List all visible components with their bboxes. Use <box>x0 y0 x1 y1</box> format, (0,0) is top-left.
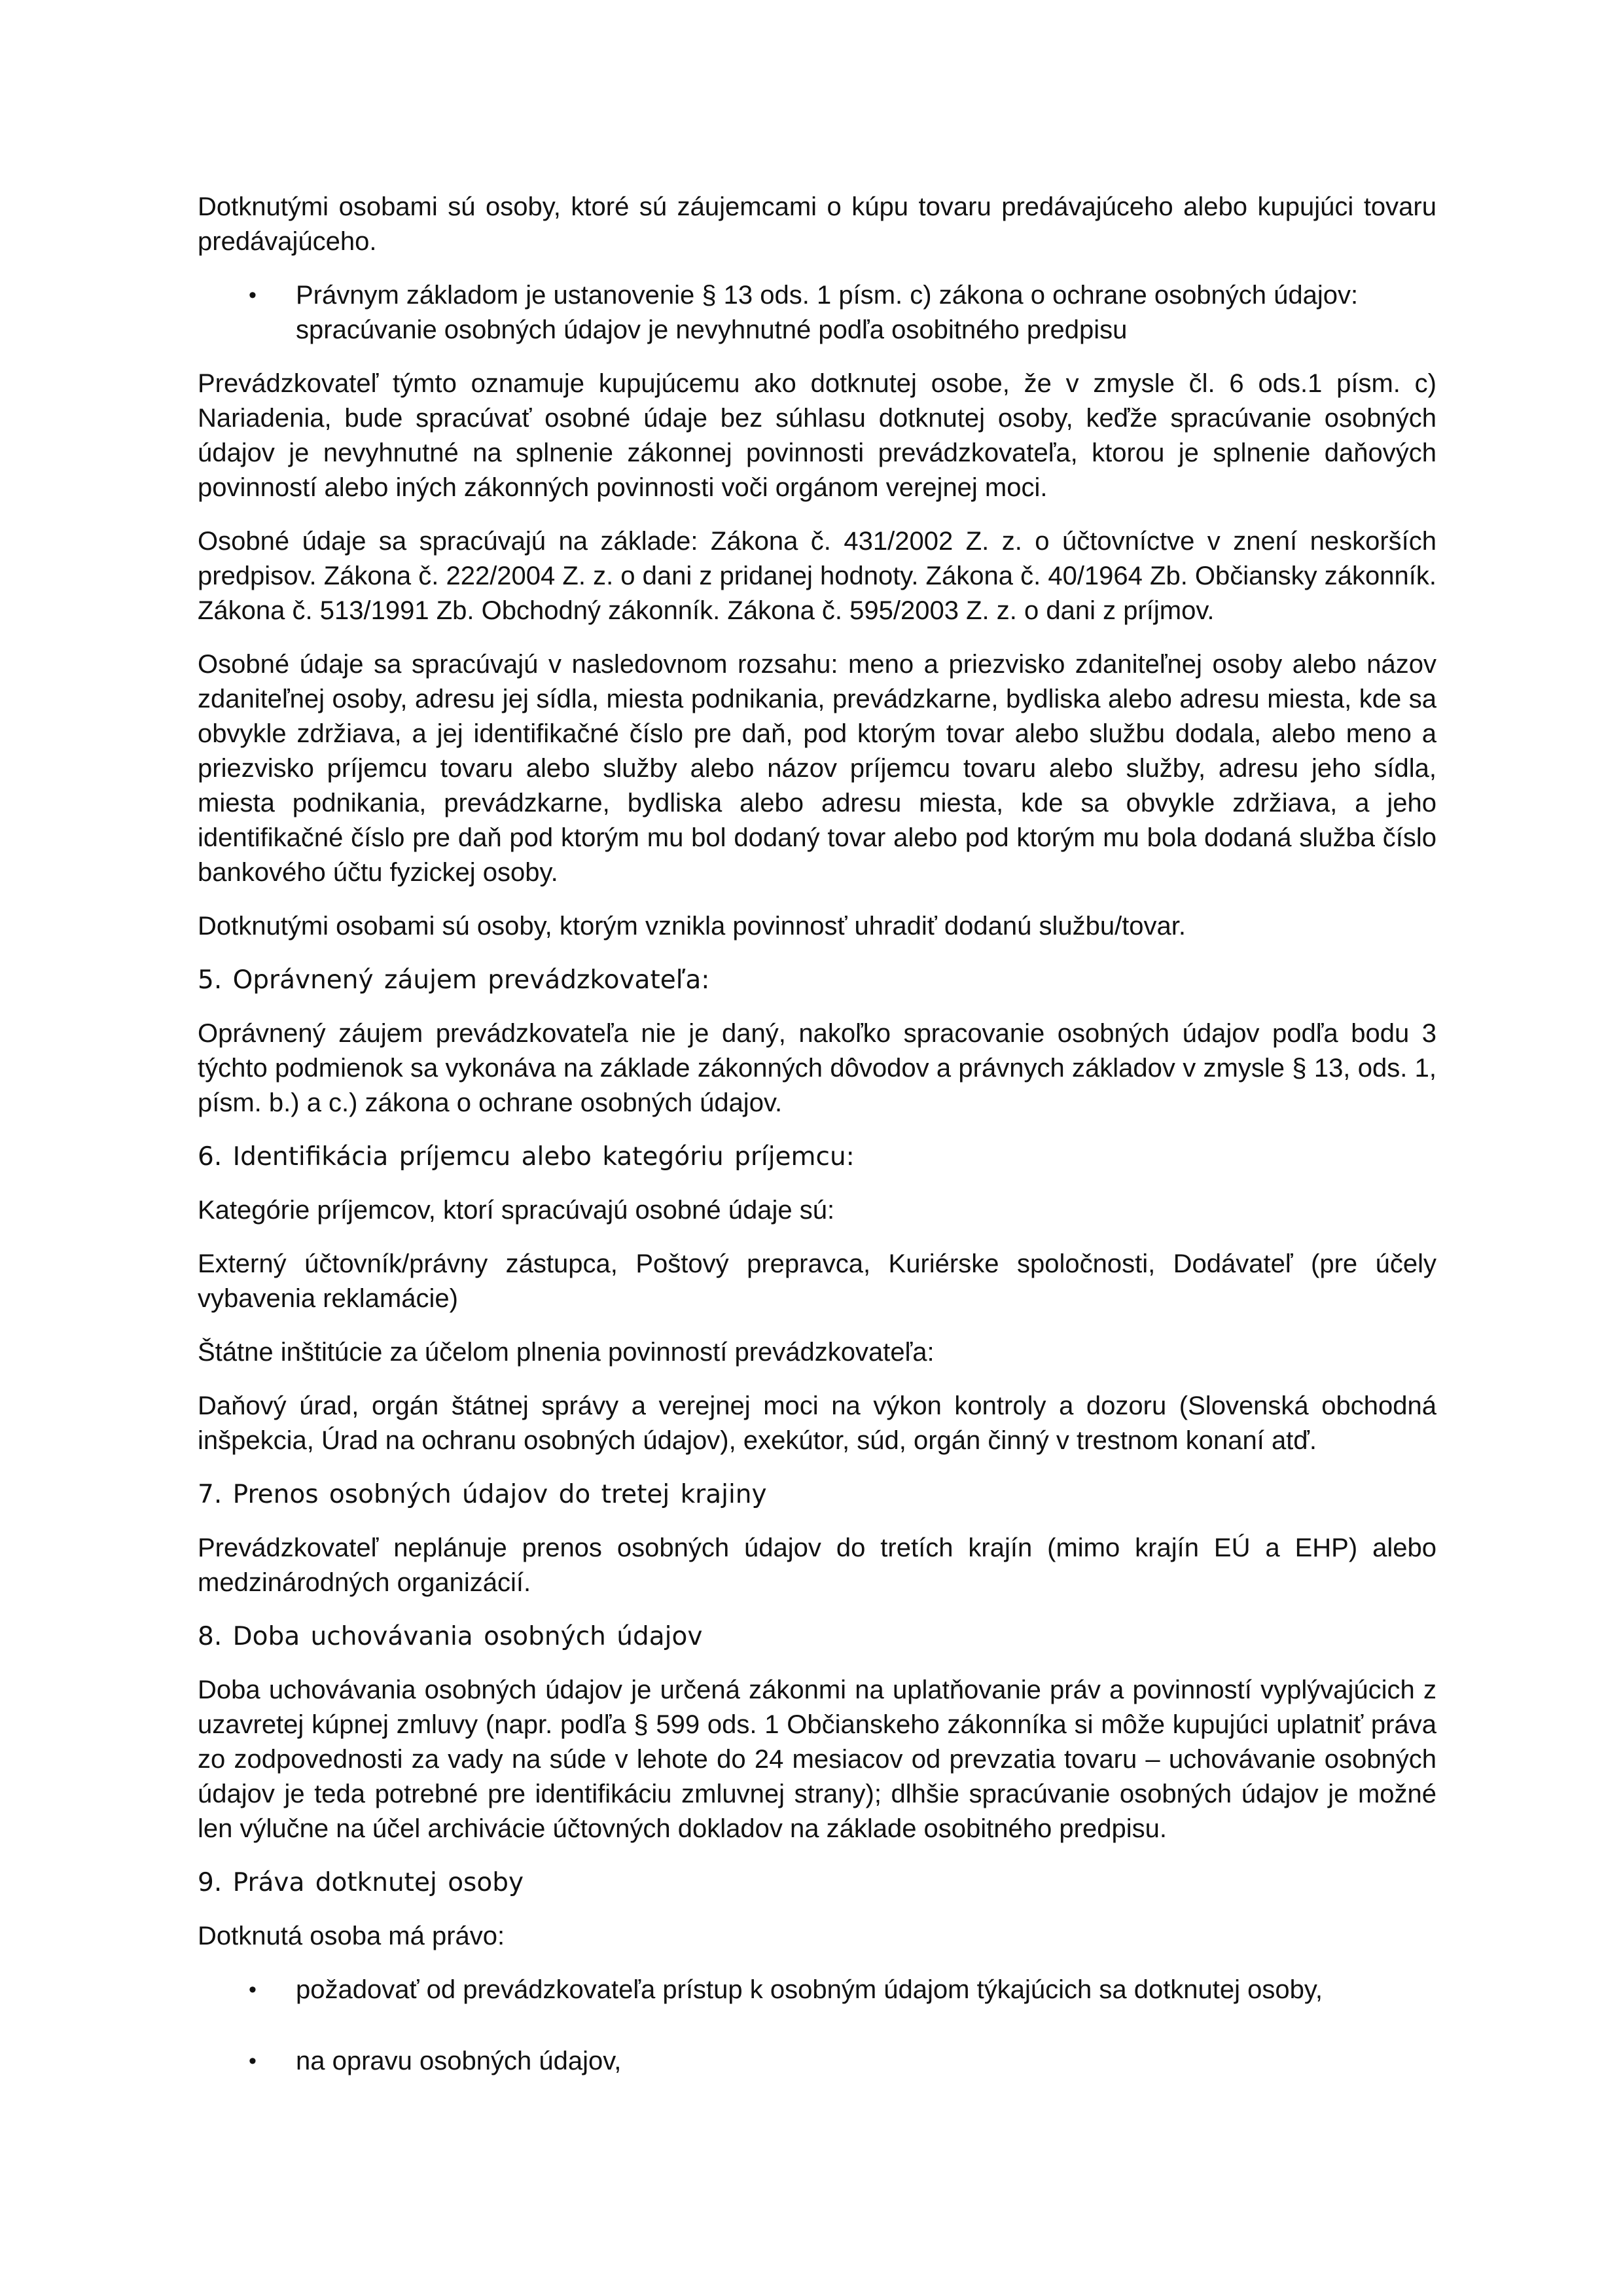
list-item <box>198 278 1436 348</box>
list-item <box>198 2044 1436 2079</box>
section-heading-data-subject-rights: 9. Práva dotknutej osoby <box>198 1868 524 1897</box>
list-item-text: Právnym základom je ustanovenie § 13 ods. 1 písm. c) zákona o ochrane osobných údajov: spracúvanie osobných údajov je nevyhnutné podľa osobitného predpisu <box>296 281 1359 344</box>
section-text-retention: Doba uchovávania osobných údajov je určená zákonmi na uplatňovanie práv a povinností vyplývajúcich z uzavretej kúpnej zmluvy (napr. podľa § 599 ods. 1 Občianskeho zákonníka si môže kupujúci uplatniť práva zo zodpovednosti za vady na súde v lehote do 24 mesiacov od prevzatia tovaru – uchovávanie osobných údajov je teda potrebné pre identifikáciu zmluvnej strany); dlhšie spracúvanie osobných údajov je možné len výlučne na účel archivácie účtovných dokladov na základe osobitného predpisu. <box>198 1676 1436 1843</box>
section-heading-third-country-transfer: 7. Prenos osobných údajov do tretej krajiny <box>198 1480 767 1509</box>
section-text-data-subject-rights: Dotknutá osoba má právo: <box>198 1922 505 1950</box>
paragraph-operator-notice: Prevádzkovateľ týmto oznamuje kupujúcemu ako dotknutej osobe, že v zmysle čl. 6 ods.1 písm. c) Nariadenia, bude spracúvať osobné údaje bez súhlasu dotknutej osoby, keďže spracúvanie osobných údajov je nevyhnutné na splnenie zákonnej povinnosti prevádzkovateľa, ktorou je splnenie daňových povinností alebo iných zákonných povinnosti voči orgánom verejnej moci. <box>198 369 1436 502</box>
paragraph-data-subjects-payers: Dotknutými osobami sú osoby, ktorým vznikla povinnosť uhradiť dodanú službu/tovar. <box>198 912 1186 941</box>
list-item-text: na opravu osobných údajov, <box>296 2047 622 2075</box>
bullet-icon: • <box>249 2049 257 2073</box>
section-heading-retention: 8. Doba uchovávania osobných údajov <box>198 1622 703 1651</box>
document-page <box>198 190 1436 2115</box>
section-text-legitimate-interest: Oprávnený záujem prevádzkovateľa nie je daný, nakoľko spracovanie osobných údajov podľa bodu 3 týchto podmienok sa vykonáva na základe zákonných dôvodov a právnych základov v zmysle § 13, ods. 1, písm. b.) a c.) zákona o ochrane osobných údajov. <box>198 1019 1436 1117</box>
section-heading-recipients: 6. Identifikácia príjemcu alebo kategóriu príjemcu: <box>198 1142 855 1172</box>
list-item-text: požadovať od prevádzkovateľa prístup k osobným údajom týkajúcich sa dotknutej osoby, <box>296 1975 1323 2004</box>
bullet-icon: • <box>249 283 257 308</box>
bullet-list-legal-basis <box>198 278 1436 348</box>
paragraph-data-subjects-buyers: Dotknutými osobami sú osoby, ktoré sú záujemcami o kúpu tovaru predávajúceho alebo kupujúci tovaru predávajúceho. <box>198 192 1436 256</box>
section-text-external-recipients: Externý účtovník/právny zástupca, Poštový prepravca, Kuriérske spoločnosti, Dodávateľ (pre účely vybavenia reklamácie) <box>198 1249 1436 1313</box>
section-text-recipient-categories: Kategórie príjemcov, ktorí spracúvajú osobné údaje sú: <box>198 1196 835 1225</box>
section-text-authorities: Daňový úrad, orgán štátnej správy a verejnej moci na výkon kontroly a dozoru (Slovenská obchodná inšpekcia, Úrad na ochranu osobných údajov), exekútor, súd, orgán činný v trestnom konaní atď. <box>198 1391 1436 1455</box>
paragraph-data-scope: Osobné údaje sa spracúvajú v nasledovnom rozsahu: meno a priezvisko zdaniteľnej osoby alebo názov zdaniteľnej osoby, adresu jej sídla, miesta podnikania, prevádzkarne, bydliska alebo adresu miesta, kde sa obvykle zdržiava, a jej identifikačné číslo pre daň, pod ktorým tovar alebo službu dodala, alebo meno a priezvisko príjemcu tovaru alebo služby alebo názov príjemcu tovaru alebo služby, adresu jeho sídla, miesta podnikania, prevádzkarne, bydliska alebo adresu miesta, kde sa obvykle zdržiava, a jeho identifikačné číslo pre daň pod ktorým mu bol dodaný tovar alebo pod ktorým mu bola dodaná služba číslo bankového účtu fyzickej osoby. <box>198 650 1436 887</box>
section-text-state-institutions: Štátne inštitúcie za účelom plnenia povinností prevádzkovateľa: <box>198 1338 935 1367</box>
paragraph-legal-acts: Osobné údaje sa spracúvajú na základe: Zákona č. 431/2002 Z. z. o účtovníctve v znení neskorších predpisov. Zákona č. 222/2004 Z. z. o dani z pridanej hodnoty. Zákona č. 40/1964 Zb. Občiansky zákonník. Zákona č. 513/1991 Zb. Obchodný zákonník. Zákona č. 595/2003 Z. z. o dani z príjmov. <box>198 527 1436 625</box>
section-text-third-country-transfer: Prevádzkovateľ neplánuje prenos osobných údajov do tretích krajín (mimo krajín EÚ a EHP) alebo medzinárodných organizácií. <box>198 1534 1436 1597</box>
section-heading-legitimate-interest: 5. Oprávnený záujem prevádzkovateľa: <box>198 965 710 995</box>
list-item <box>198 1973 1436 2007</box>
bullet-icon: • <box>249 1977 257 2002</box>
bullet-list-rights <box>198 1973 1436 2079</box>
